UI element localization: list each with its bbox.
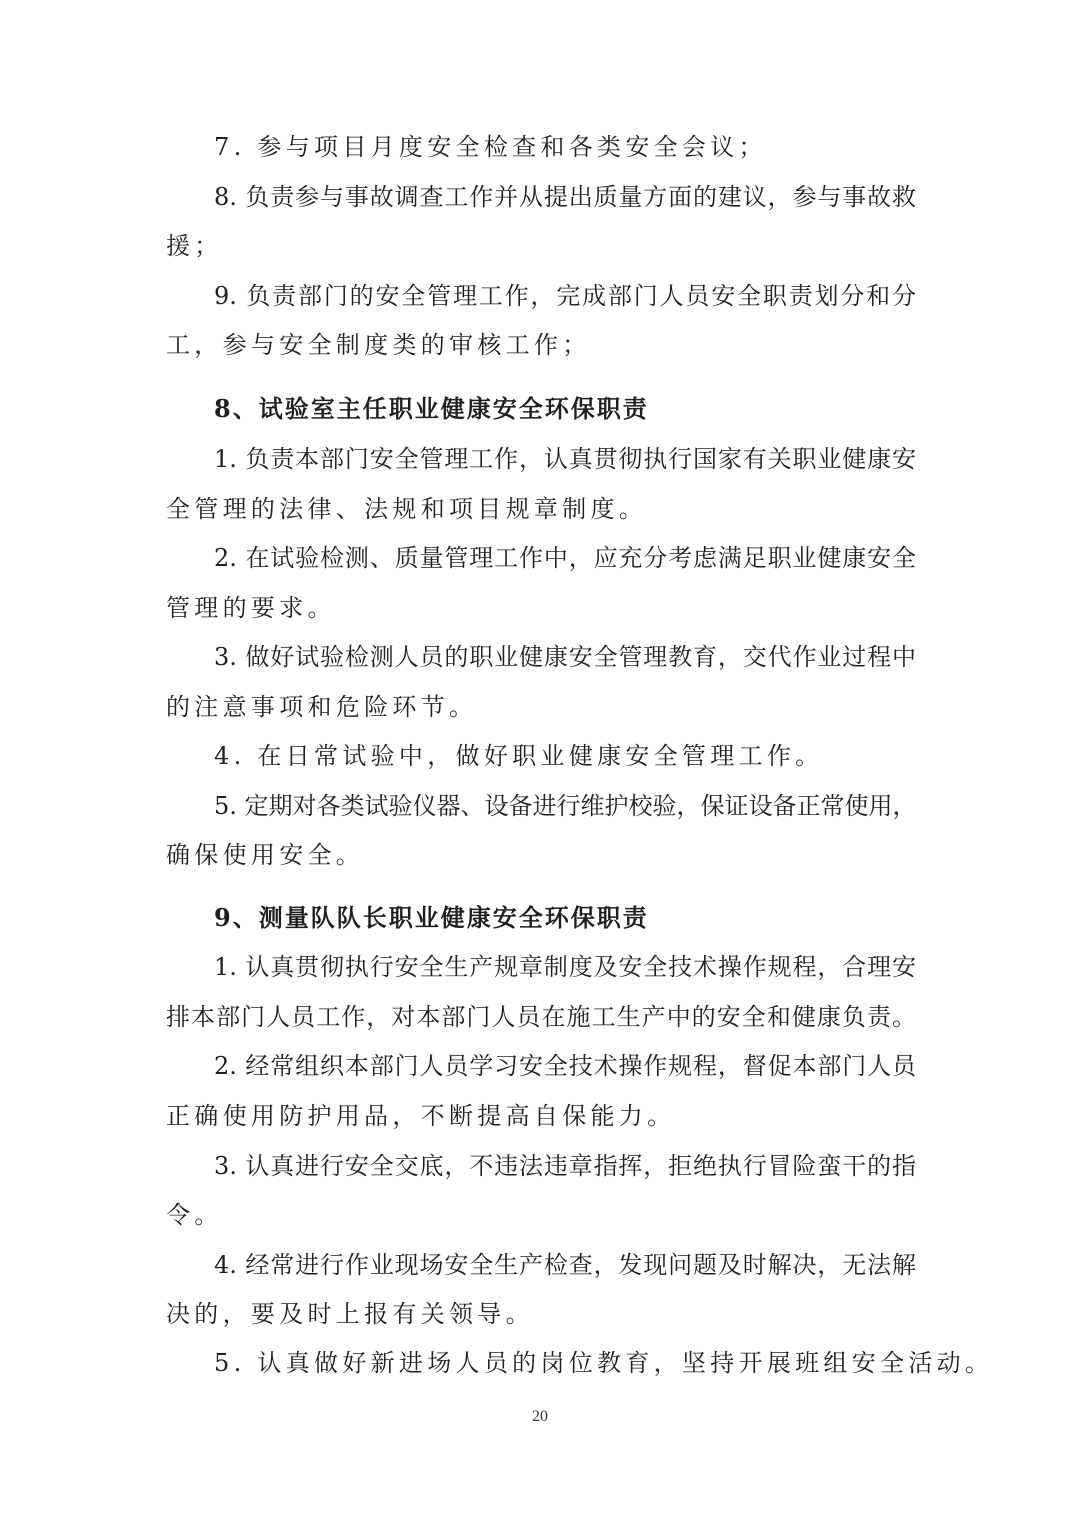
paragraph-line: 全管理的法律、法规和项目规章制度。 xyxy=(166,495,648,523)
paragraph-line: 2. 经常组织本部门人员学习安全技术操作规程，督促本部门人员 xyxy=(214,1052,916,1080)
paragraph-line: 8. 负责参与事故调查工作并从提出质量方面的建议，参与事故救 xyxy=(214,183,916,211)
paragraph-line: 3. 做好试验检测人员的职业健康安全管理教育，交代作业过程中 xyxy=(214,643,916,671)
paragraph-line: 5. 认真做好新进场人员的岗位教育，坚持开展班组安全活动。 xyxy=(214,1349,994,1377)
paragraph-line: 令。 xyxy=(166,1201,223,1229)
paragraph-line: 1. 负责本部门安全管理工作，认真贯彻执行国家有关职业健康安 xyxy=(214,445,916,473)
paragraph-line: 1. 认真贯彻执行安全生产规章制度及安全技术操作规程，合理安 xyxy=(214,953,916,981)
paragraph-line: 确保使用安全。 xyxy=(166,841,365,869)
paragraph-line: 援； xyxy=(166,232,223,260)
page-number: 20 xyxy=(532,1408,548,1425)
paragraph-line: 的注意事项和危险环节。 xyxy=(166,693,478,721)
paragraph-line: 管理的要求。 xyxy=(166,594,336,622)
paragraph-line: 3. 认真进行安全交底，不违法违章指挥，拒绝执行冒险蛮干的指 xyxy=(214,1152,916,1180)
paragraph-line: 正确使用防护用品，不断提高自保能力。 xyxy=(166,1102,676,1130)
paragraph-line: 9. 负责部门的安全管理工作，完成部门人员安全职责划分和分 xyxy=(214,282,916,310)
paragraph-line: 4. 在日常试验中，做好职业健康安全管理工作。 xyxy=(214,742,824,770)
section-heading-8: 8、试验室主任职业健康安全环保职责 xyxy=(214,394,649,423)
paragraph-line: 5. 定期对各类试验仪器、设备进行维护校验，保证设备正常使用， xyxy=(214,792,917,820)
section-heading-9: 9、测量队队长职业健康安全环保职责 xyxy=(214,903,649,932)
paragraph-line: 排本部门人员工作，对本部门人员在施工生产中的安全和健康负责。 xyxy=(166,1003,916,1031)
paragraph-line: 4. 经常进行作业现场安全生产检查，发现问题及时解决，无法解 xyxy=(214,1251,916,1279)
paragraph-line: 2. 在试验检测、质量管理工作中，应充分考虑满足职业健康安全 xyxy=(214,544,916,572)
paragraph-line: 工，参与安全制度类的审核工作； xyxy=(166,331,591,359)
paragraph-line: 7. 参与项目月度安全检查和各类安全会议； xyxy=(214,133,767,161)
paragraph-line: 决的，要及时上报有关领导。 xyxy=(166,1300,534,1328)
